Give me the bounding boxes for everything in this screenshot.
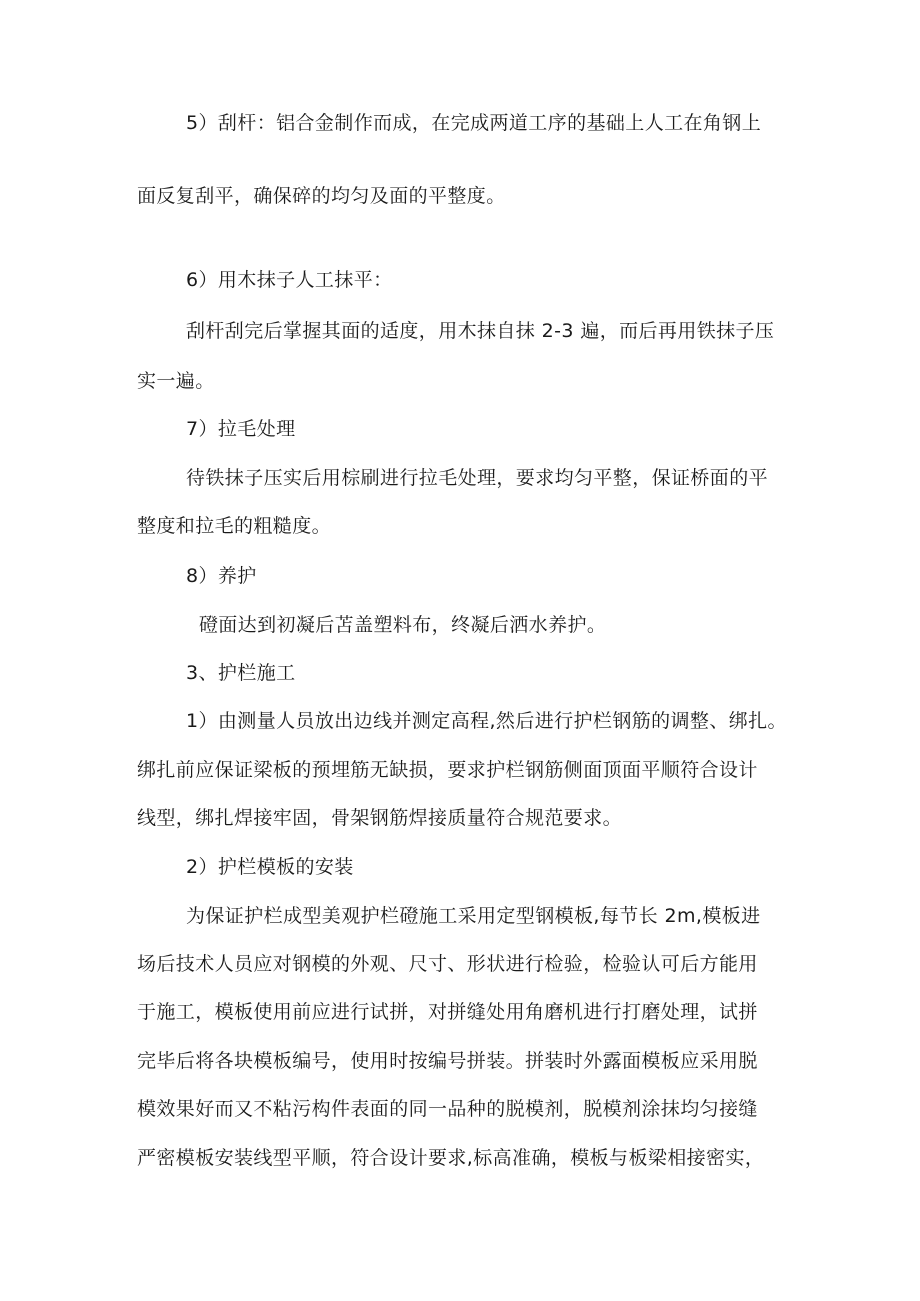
text-line: 绑扎前应保证梁板的预埋筋无缺损，要求护栏钢筋侧面顶面平顺符合设计 bbox=[137, 759, 758, 781]
text-line: 为保证护栏成型美观护栏磴施工采用定型钢模板,每节长 2m,模板进 bbox=[186, 905, 761, 927]
text-line: 待铁抹子压实后用棕刷进行拉毛处理，要求均匀平整，保证桥面的平 bbox=[186, 467, 769, 489]
section-heading: 3、护栏施工 bbox=[186, 662, 296, 684]
text-line: 场后技术人员应对钢模的外观、尺寸、形状进行检验，检验认可后方能用 bbox=[137, 953, 758, 975]
text-line: 于施工，模板使用前应进行试拼，对拼缝处用角磨机进行打磨处理，试拼 bbox=[137, 1001, 758, 1023]
text-line: 线型，绑扎焊接牢固，骨架钢筋焊接质量符合规范要求。 bbox=[137, 807, 623, 829]
text-line: 1）由测量人员放出边线并测定高程,然后进行护栏钢筋的调整、绑扎。 bbox=[186, 710, 787, 732]
text-line: 整度和拉毛的粗糙度。 bbox=[137, 515, 332, 537]
section-heading: 8）养护 bbox=[186, 565, 257, 587]
text-line: 完毕后将各块模板编号，使用时按编号拼装。拼装时外露面模板应采用脱 bbox=[137, 1050, 758, 1072]
text-line: 磴面达到初凝后苫盖塑料布，终凝后洒水养护。 bbox=[186, 614, 607, 636]
section-heading: 2）护栏模板的安装 bbox=[186, 856, 354, 878]
text-line: 刮杆刮完后掌握其面的适度，用木抹自抹 2-3 遍，而后再用铁抹子压 bbox=[186, 320, 775, 342]
text-line: 实一遍。 bbox=[137, 370, 215, 392]
section-heading: 7）拉毛处理 bbox=[186, 418, 296, 440]
section-heading: 6）用木抹子人工抹平： bbox=[186, 269, 393, 291]
text-line: 模效果好而又不粘污构件表面的同一品种的脱模剂，脱模剂涂抹均匀接缝 bbox=[137, 1098, 758, 1120]
text-line: 严密模板安装线型平顺，符合设计要求,标高准确，模板与板梁相接密实， bbox=[137, 1147, 765, 1169]
text-line: 5）刮杆：铝合金制作而成，在完成两道工序的基础上人工在角钢上 bbox=[186, 112, 762, 134]
text-line: 面反复刮平，确保碎的均匀及面的平整度。 bbox=[137, 185, 506, 207]
